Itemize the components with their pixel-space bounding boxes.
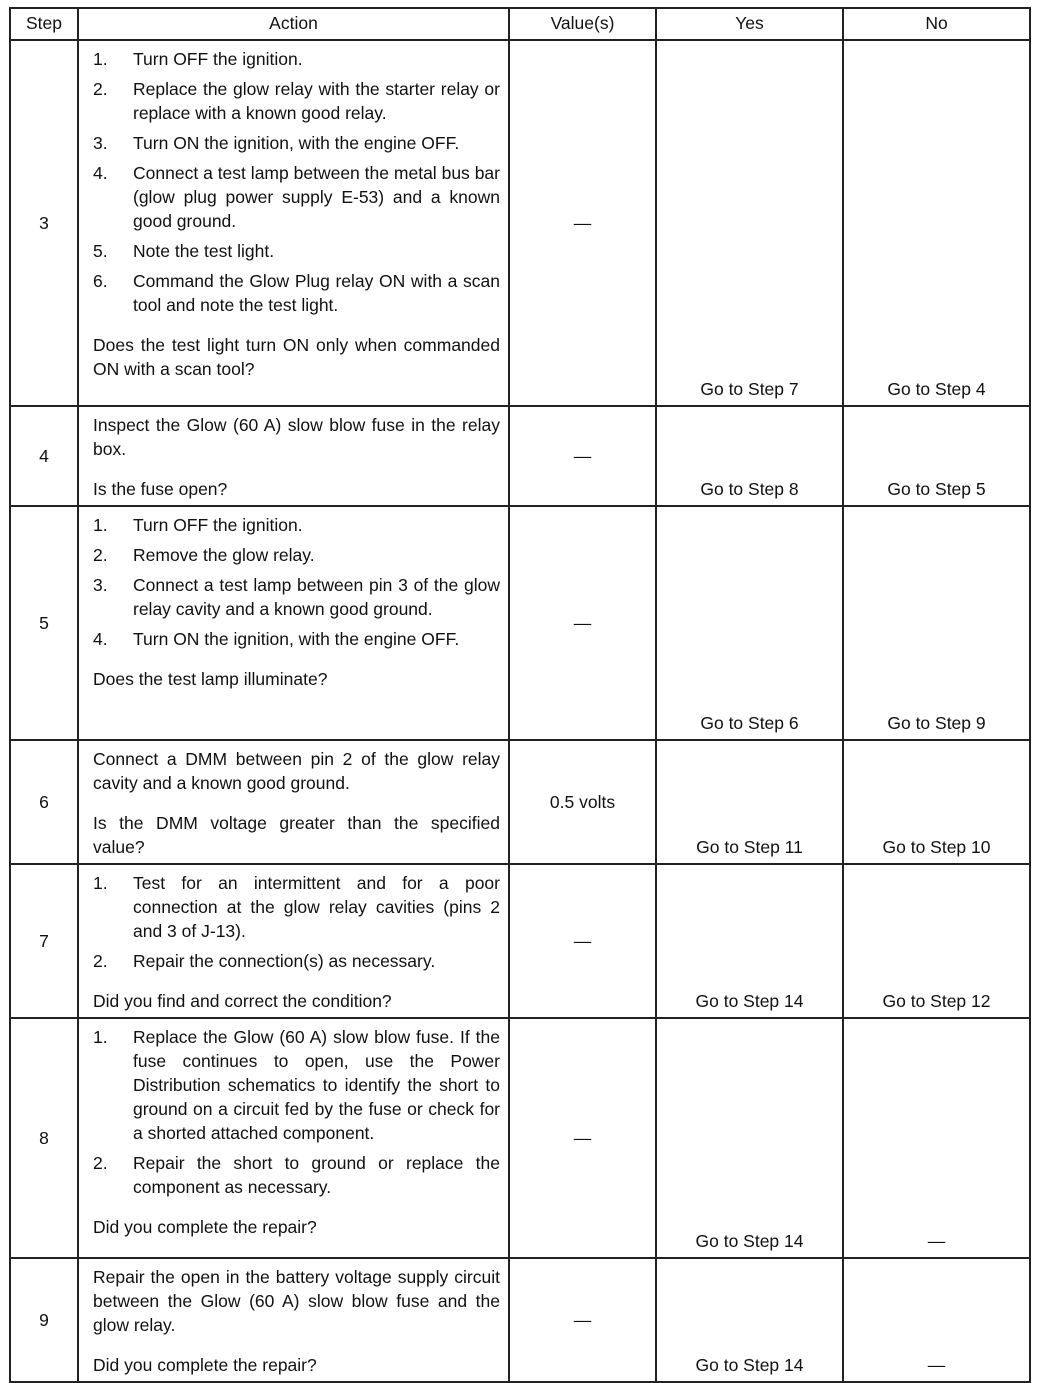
- action-step: [93, 949, 500, 973]
- action-step-text: Remove the glow relay.: [133, 545, 315, 565]
- table-row: [10, 740, 1030, 864]
- yes-cell: Go to Step 14: [656, 1258, 843, 1382]
- step-number: 5: [10, 506, 78, 740]
- action-step-text: Replace the Glow (60 A) slow blow fuse. If the fuse continues to open, use the Power Distribution schematics to identify the short to ground on a circuit fed by the fuse or check for a shorted attached component.: [133, 1027, 500, 1143]
- value-cell: —: [509, 406, 656, 506]
- step-number: 8: [10, 1018, 78, 1258]
- action-cell: [78, 740, 509, 864]
- action-step: [93, 47, 500, 71]
- table-row: [10, 406, 1030, 506]
- action-step-number: 2.: [93, 79, 108, 99]
- action-question: Does the test light turn ON only when commanded ON with a scan tool?: [93, 335, 500, 379]
- no-cell: Go to Step 10: [843, 740, 1030, 864]
- action-step-text: Repair the connection(s) as necessary.: [133, 951, 436, 971]
- yes-cell: Go to Step 11: [656, 740, 843, 864]
- action-step: [93, 131, 500, 155]
- action-step-text: Turn OFF the ignition.: [133, 515, 303, 535]
- yes-cell: Go to Step 14: [656, 1018, 843, 1258]
- action-step-number: 2.: [93, 1153, 108, 1173]
- action-step: [93, 1025, 500, 1145]
- no-cell: —: [843, 1258, 1030, 1382]
- action-step-text: Command the Glow Plug relay ON with a scan tool and note the test light.: [133, 271, 500, 315]
- table-row: [10, 40, 1030, 406]
- action-steps-list: [93, 513, 500, 651]
- no-cell: —: [843, 1018, 1030, 1258]
- action-cell: [78, 1018, 509, 1258]
- header-values: Value(s): [509, 8, 656, 40]
- yes-cell: Go to Step 14: [656, 864, 843, 1018]
- no-cell: Go to Step 9: [843, 506, 1030, 740]
- no-cell: Go to Step 4: [843, 40, 1030, 406]
- action-step-number: 6.: [93, 271, 108, 291]
- action-cell: [78, 1258, 509, 1382]
- action-step-number: 1.: [93, 515, 108, 535]
- action-step: [93, 513, 500, 537]
- yes-cell: Go to Step 8: [656, 406, 843, 506]
- step-number: 4: [10, 406, 78, 506]
- header-yes: Yes: [656, 8, 843, 40]
- yes-cell: Go to Step 6: [656, 506, 843, 740]
- action-step-text: Repair the short to ground or replace the component as necessary.: [133, 1153, 500, 1197]
- value-cell: —: [509, 40, 656, 406]
- action-step-text: Turn ON the ignition, with the engine OFF.: [133, 133, 460, 153]
- action-text: Inspect the Glow (60 A) slow blow fuse in the relay box.: [93, 415, 500, 459]
- value-cell: —: [509, 1018, 656, 1258]
- action-steps-list: [93, 47, 500, 317]
- action-step-text: Replace the glow relay with the starter relay or replace with a known good relay.: [133, 79, 500, 123]
- action-steps-list: [93, 871, 500, 973]
- no-cell: Go to Step 12: [843, 864, 1030, 1018]
- action-step: [93, 1151, 500, 1199]
- header-step: Step: [10, 8, 78, 40]
- value-cell: —: [509, 1258, 656, 1382]
- table-row: [10, 506, 1030, 740]
- value-cell: 0.5 volts: [509, 740, 656, 864]
- step-number: 6: [10, 740, 78, 864]
- yes-cell: Go to Step 7: [656, 40, 843, 406]
- action-question: Did you complete the repair?: [93, 1217, 317, 1237]
- no-cell: Go to Step 5: [843, 406, 1030, 506]
- action-step-number: 4.: [93, 629, 108, 649]
- action-step-number: 1.: [93, 49, 108, 69]
- action-cell: [78, 406, 509, 506]
- action-step-text: Turn ON the ignition, with the engine OFF.: [133, 629, 460, 649]
- action-question: Is the DMM voltage greater than the specified value?: [93, 813, 500, 857]
- action-step: [93, 269, 500, 317]
- step-number: 7: [10, 864, 78, 1018]
- action-question: Did you find and correct the condition?: [93, 991, 392, 1011]
- header-action: Action: [78, 8, 509, 40]
- action-step-text: Note the test light.: [133, 241, 275, 261]
- action-step-number: 2.: [93, 951, 108, 971]
- header-row: [10, 8, 1030, 40]
- step-number: 9: [10, 1258, 78, 1382]
- action-text: Repair the open in the battery voltage supply circuit between the Glow (60 A) slow blow fuse and the glow relay.: [93, 1267, 500, 1335]
- action-question: Is the fuse open?: [93, 479, 228, 499]
- action-step-text: Turn OFF the ignition.: [133, 49, 303, 69]
- action-question: Did you complete the repair?: [93, 1355, 317, 1375]
- action-step: [93, 871, 500, 943]
- action-step-text: Connect a test lamp between the metal bus bar (glow plug power supply E-53) and a known good ground.: [133, 163, 500, 231]
- header-no: No: [843, 8, 1030, 40]
- action-step-number: 2.: [93, 545, 108, 565]
- action-step: [93, 77, 500, 125]
- action-text: Connect a DMM between pin 2 of the glow relay cavity and a known good ground.: [93, 749, 500, 793]
- table-row: [10, 864, 1030, 1018]
- action-step-number: 3.: [93, 575, 108, 595]
- action-step-text: Connect a test lamp between pin 3 of the glow relay cavity and a known good ground.: [133, 575, 500, 619]
- action-step-number: 1.: [93, 873, 108, 893]
- action-step-number: 4.: [93, 163, 108, 183]
- action-step: [93, 161, 500, 233]
- action-question: Does the test lamp illuminate?: [93, 669, 328, 689]
- action-step-number: 1.: [93, 1027, 108, 1047]
- action-step-text: Test for an intermittent and for a poor connection at the glow relay cavities (pins 2 and 3 of J-13).: [133, 873, 500, 941]
- action-step: [93, 543, 500, 567]
- table-row: [10, 1258, 1030, 1382]
- action-step: [93, 627, 500, 651]
- action-steps-list: [93, 1025, 500, 1199]
- action-step-number: 3.: [93, 133, 108, 153]
- step-number: 3: [10, 40, 78, 406]
- value-cell: —: [509, 864, 656, 1018]
- action-cell: [78, 506, 509, 740]
- action-step: [93, 573, 500, 621]
- table-row: [10, 1018, 1030, 1258]
- action-step-number: 5.: [93, 241, 108, 261]
- value-cell: —: [509, 506, 656, 740]
- action-cell: [78, 40, 509, 406]
- diagnostic-table: [9, 7, 1031, 1383]
- action-step: [93, 239, 500, 263]
- action-cell: [78, 864, 509, 1018]
